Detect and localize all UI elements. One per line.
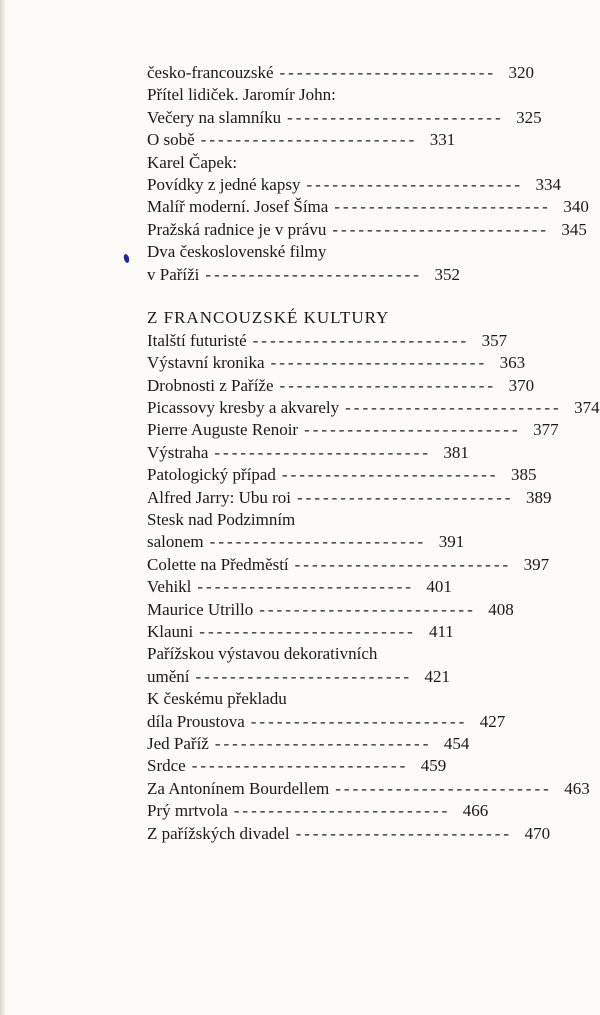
toc-entry-title: Pařížskou výstavou dekorativních — [147, 644, 378, 664]
toc-entry-title: Z pařížských divadel — [147, 823, 290, 843]
toc-entry-page: 463 — [564, 778, 590, 798]
toc-entry — [147, 688, 445, 710]
toc-entry-page: 470 — [524, 823, 551, 843]
toc-entry-title: Picassovy kresby a akvarely — [147, 398, 340, 418]
toc-entry — [147, 219, 587, 241]
toc-entry — [147, 397, 600, 419]
dot-leader: ------------------------- — [197, 577, 414, 597]
toc-entry-title: Klauni — [147, 621, 194, 641]
toc-entry-page: 352 — [434, 264, 460, 284]
table-of-contents — [147, 62, 600, 845]
toc-entry-title: Za Antonínem Bourdellem — [147, 778, 330, 798]
dot-leader: ------------------------- — [250, 711, 468, 731]
toc-entry — [147, 621, 454, 643]
toc-entry-title: K českému překladu — [147, 689, 287, 709]
dot-leader: ------------------------- — [259, 599, 476, 619]
toc-entry-title: Povídky z jedné kapsy — [147, 174, 301, 194]
toc-entry-title: Colette na Předměstí — [147, 554, 289, 574]
toc-entry — [147, 442, 469, 464]
toc-entry — [147, 419, 559, 441]
dot-leader: ------------------------- — [214, 442, 431, 462]
toc-entry-page: 381 — [443, 442, 469, 462]
dot-leader: ------------------------- — [332, 219, 549, 239]
ink-mark — [123, 254, 130, 264]
dot-leader: ------------------------- — [214, 733, 432, 753]
toc-entry — [147, 643, 445, 665]
toc-entry — [147, 375, 535, 397]
toc-entry — [147, 62, 535, 84]
toc-entry-title: Karel Čapek: — [147, 152, 238, 172]
toc-entry — [147, 733, 470, 755]
dot-leader: ------------------------- — [191, 756, 409, 776]
dot-leader: ------------------------- — [294, 554, 512, 574]
toc-entry-title: Večery na slamníku — [147, 107, 282, 127]
toc-entry-page: 427 — [479, 711, 506, 731]
toc-entry-title: Dva československé filmy — [147, 242, 327, 262]
toc-entry-title: Alfred Jarry: Ubu roi — [147, 487, 291, 507]
toc-group-2 — [147, 330, 600, 845]
toc-entry-page: 377 — [533, 420, 559, 440]
toc-entry-page: 408 — [488, 599, 514, 619]
dot-leader: ------------------------- — [304, 420, 521, 440]
toc-entry-title: Výstraha — [147, 442, 209, 462]
toc-entry — [147, 174, 561, 196]
toc-entry-title: O sobě — [147, 130, 195, 150]
toc-entry-page: 421 — [424, 666, 451, 686]
dot-leader: ------------------------- — [334, 197, 551, 217]
toc-entry-page: 374 — [574, 398, 600, 418]
toc-entry-page: 466 — [462, 801, 489, 821]
toc-entry-page: 345 — [561, 219, 587, 239]
toc-entry-page: 385 — [510, 465, 537, 485]
section-heading: Z FRANCOUZSKÉ KULTURY — [147, 307, 390, 327]
dot-leader: ------------------------- — [252, 330, 470, 350]
toc-entry-page: 391 — [438, 532, 465, 552]
toc-entry-page: 397 — [523, 554, 550, 574]
dot-leader: ------------------------- — [233, 801, 451, 821]
toc-entry-title: Přítel lidiček. Jaromír John: — [147, 85, 336, 105]
toc-entry — [147, 464, 537, 486]
toc-entry — [147, 576, 452, 598]
toc-entry-page: 325 — [516, 107, 542, 127]
toc-entry-title: díla Proustova — [147, 711, 245, 731]
toc-entry — [147, 487, 552, 509]
dot-leader: ------------------------- — [279, 63, 497, 82]
toc-entry — [147, 509, 445, 531]
toc-entry-page: 331 — [429, 130, 456, 150]
dot-leader: ------------------------- — [297, 487, 514, 507]
toc-entry — [147, 531, 465, 553]
toc-entry-title: Srdce — [147, 756, 186, 776]
toc-entry-title: Malíř moderní. Josef Šíma — [147, 197, 329, 217]
toc-entry-title: Italští futuristé — [147, 330, 247, 350]
dot-leader: ------------------------- — [345, 398, 562, 418]
toc-entry-title: Pražská radnice je v právu — [147, 219, 327, 239]
toc-entry — [147, 352, 526, 374]
toc-entry-title: v Paříži — [147, 264, 200, 284]
toc-entry-title: Jed Paříž — [147, 733, 209, 753]
toc-entry — [147, 554, 550, 576]
toc-entry-page: 363 — [499, 353, 526, 373]
toc-entry — [147, 330, 508, 352]
dot-leader: ------------------------- — [281, 465, 499, 485]
toc-entry-title: Drobnosti z Paříže — [147, 375, 274, 395]
toc-entry-title: Prý mrtvola — [147, 801, 228, 821]
toc-entry-page: 357 — [481, 330, 508, 350]
toc-group-1 — [147, 62, 589, 286]
toc-entry-page: 334 — [535, 174, 561, 194]
toc-entry — [147, 711, 506, 733]
toc-entry — [147, 823, 551, 845]
toc-entry-title: Vehikl — [147, 577, 192, 597]
dot-leader: ------------------------- — [279, 375, 497, 395]
toc-entry — [147, 129, 456, 151]
toc-entry-page: 454 — [443, 733, 470, 753]
dot-leader: ------------------------- — [195, 666, 413, 686]
dot-leader: ------------------------- — [205, 264, 422, 284]
toc-entry — [147, 152, 445, 174]
toc-entry — [147, 755, 445, 777]
toc-entry-title: umění — [147, 666, 190, 686]
dot-leader: ------------------------- — [209, 532, 427, 552]
dot-leader: ------------------------- — [199, 621, 416, 641]
toc-entry-page: 340 — [563, 197, 589, 217]
toc-entry — [147, 84, 445, 106]
toc-entry-page: 320 — [508, 63, 535, 82]
toc-entry — [147, 599, 514, 621]
toc-entry — [147, 264, 460, 286]
dot-leader: ------------------------- — [200, 130, 418, 150]
toc-entry-page: 370 — [508, 375, 535, 395]
toc-entry-page: 389 — [526, 487, 552, 507]
toc-entry — [147, 241, 445, 263]
toc-entry — [147, 778, 590, 800]
toc-entry-title: Stesk nad Podzimním — [147, 510, 296, 530]
toc-entry-title: Patologický případ — [147, 465, 276, 485]
dot-leader: ------------------------- — [287, 107, 504, 127]
toc-entry-title: Pierre Auguste Renoir — [147, 420, 299, 440]
dot-leader: ------------------------- — [295, 823, 513, 843]
toc-entry — [147, 107, 542, 129]
toc-entry-page: 401 — [426, 577, 452, 597]
toc-entry-page: 459 — [420, 756, 447, 776]
toc-entry-title: česko-francouzské — [147, 63, 274, 82]
dot-leader: ------------------------- — [306, 174, 523, 194]
toc-entry-title: Výstavní kronika — [147, 353, 265, 373]
toc-entry-page: 411 — [428, 621, 454, 641]
page-edge — [0, 0, 6, 1015]
toc-entry — [147, 666, 451, 688]
dot-leader: ------------------------- — [335, 778, 552, 798]
toc-entry — [147, 196, 589, 218]
dot-leader: ------------------------- — [270, 353, 488, 373]
toc-entry — [147, 800, 489, 822]
toc-entry-title: salonem — [147, 532, 204, 552]
toc-entry-title: Maurice Utrillo — [147, 599, 254, 619]
